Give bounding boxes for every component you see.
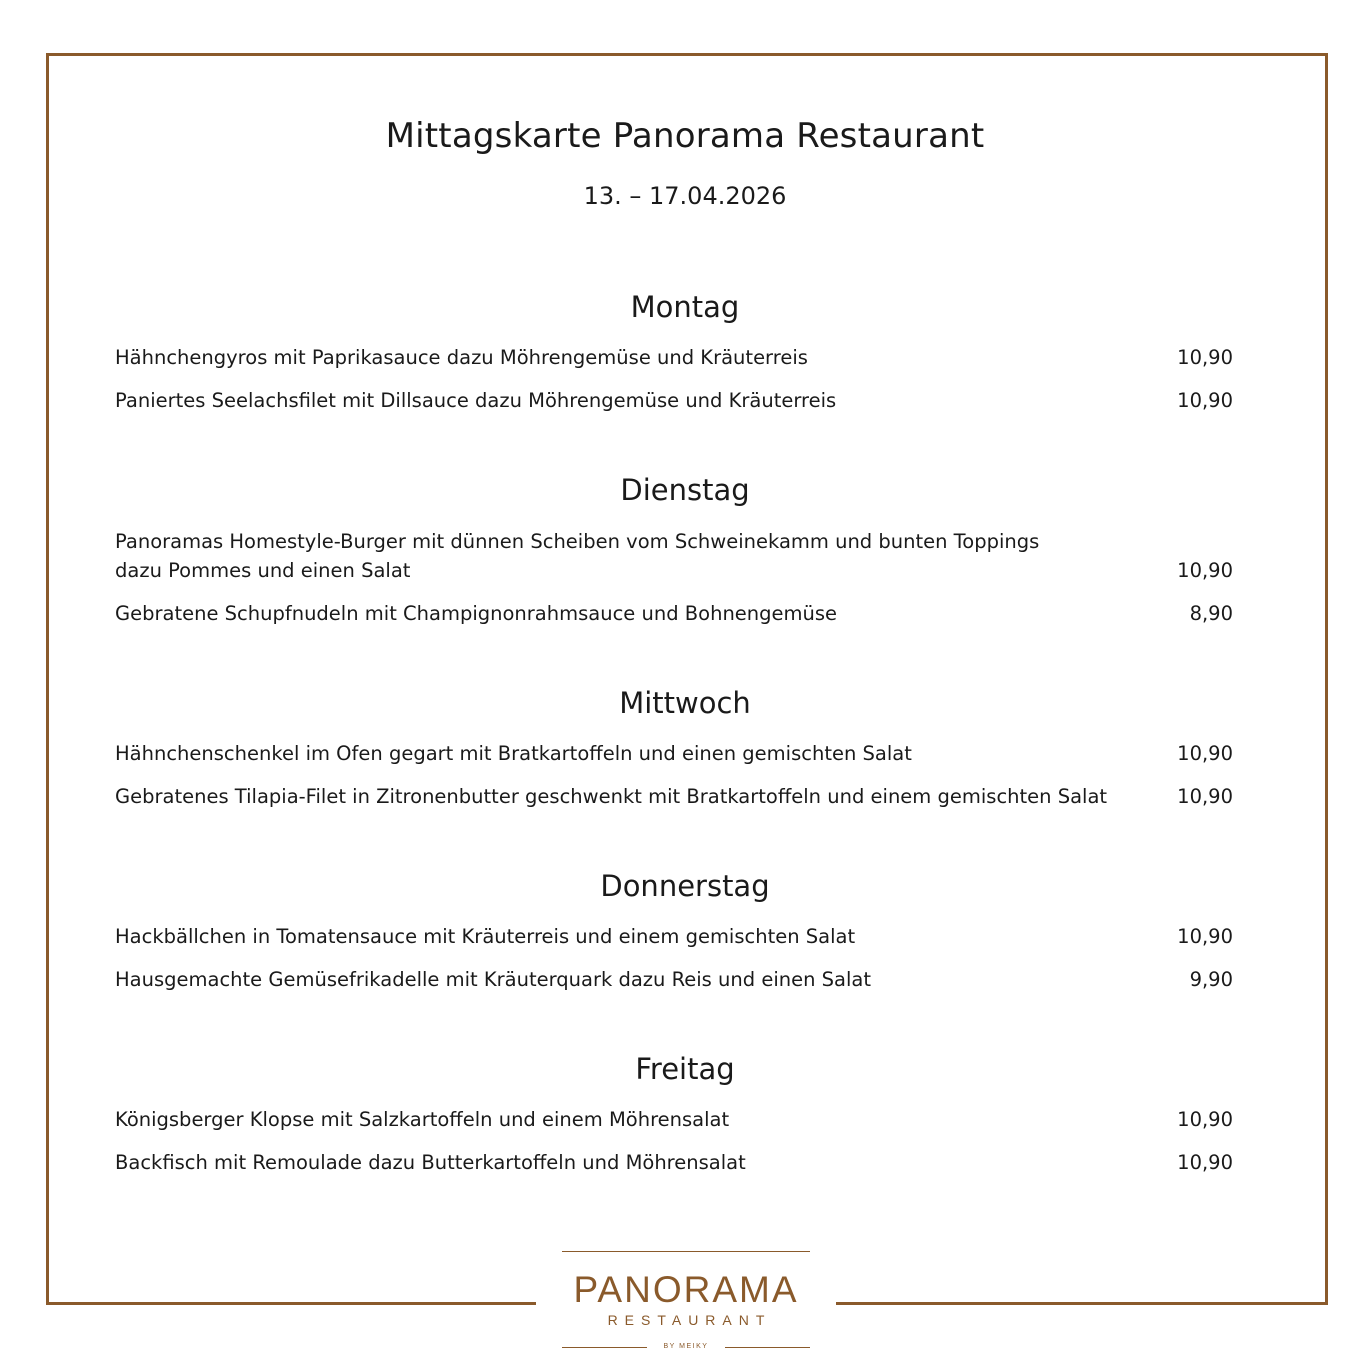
date-range: 13. – 17.04.2026 [583, 182, 787, 210]
menu-item [115, 1105, 1233, 1134]
menu-item [115, 782, 1233, 811]
logo-top-rule [562, 1251, 810, 1252]
item-description: Paniertes Seelachsfilet mit Dillsauce dazu Möhrengemüse und Kräuterreis [115, 389, 837, 412]
item-description: Gebratenes Tilapia-Filet in Zitronenbutter geschwenkt mit Bratkartoffeln und einem gemischten Salat [115, 785, 1108, 808]
logo-wordmark: PANORAMA [573, 1269, 799, 1310]
day-heading-dienstag: Dienstag [620, 473, 750, 507]
logo-byline: BY MEIKY [663, 1343, 709, 1350]
menu-item [115, 343, 1233, 372]
item-description: Königsberger Klopse mit Salzkartoffeln und einem Möhrensalat [115, 1108, 730, 1131]
restaurant-logo [562, 1251, 810, 1351]
menu-item [115, 527, 1233, 585]
logo-bottom-rule-right [725, 1347, 810, 1348]
item-price: 10,90 [1177, 925, 1233, 948]
item-description: Hähnchenschenkel im Ofen gegart mit Bratkartoffeln und einen gemischten Salat [115, 742, 912, 765]
menu-item [115, 1148, 1233, 1177]
item-price: 10,90 [1177, 559, 1233, 582]
menu-item [115, 965, 1233, 994]
day-heading-donnerstag: Donnerstag [600, 869, 770, 903]
item-price: 10,90 [1177, 1108, 1233, 1131]
item-description: Hähnchengyros mit Paprikasauce dazu Möhrengemüse und Kräuterreis [115, 346, 808, 369]
item-price: 10,90 [1177, 1151, 1233, 1174]
item-price: 10,90 [1177, 742, 1233, 765]
item-price: 10,90 [1177, 785, 1233, 808]
item-description: Backfisch mit Remoulade dazu Butterkartoffeln und Möhrensalat [115, 1151, 746, 1174]
menu-item [115, 386, 1233, 415]
day-heading-freitag: Freitag [635, 1052, 735, 1086]
menu-item [115, 599, 1233, 628]
logo-subtitle: RESTAURANT [607, 1312, 772, 1328]
item-description: Hausgemachte Gemüsefrikadelle mit Kräuterquark dazu Reis und einen Salat [115, 968, 872, 991]
item-price: 10,90 [1177, 346, 1233, 369]
item-price: 10,90 [1177, 389, 1233, 412]
item-description: Gebratene Schupfnudeln mit Champignonrahmsauce und Bohnengemüse [115, 602, 838, 625]
item-description: Panoramas Homestyle-Burger mit dünnen Scheiben vom Schweinekamm und bunten Toppings dazu Pommes und einen Salat [115, 530, 1040, 582]
item-description: Hackbällchen in Tomatensauce mit Kräuterreis und einem gemischten Salat [115, 925, 856, 948]
menu-item [115, 922, 1233, 951]
day-heading-mittwoch: Mittwoch [619, 686, 751, 720]
page-title: Mittagskarte Panorama Restaurant [385, 116, 985, 156]
day-heading-montag: Montag [630, 290, 740, 324]
menu-item [115, 739, 1233, 768]
item-price: 8,90 [1189, 602, 1233, 625]
item-price: 9,90 [1189, 968, 1233, 991]
